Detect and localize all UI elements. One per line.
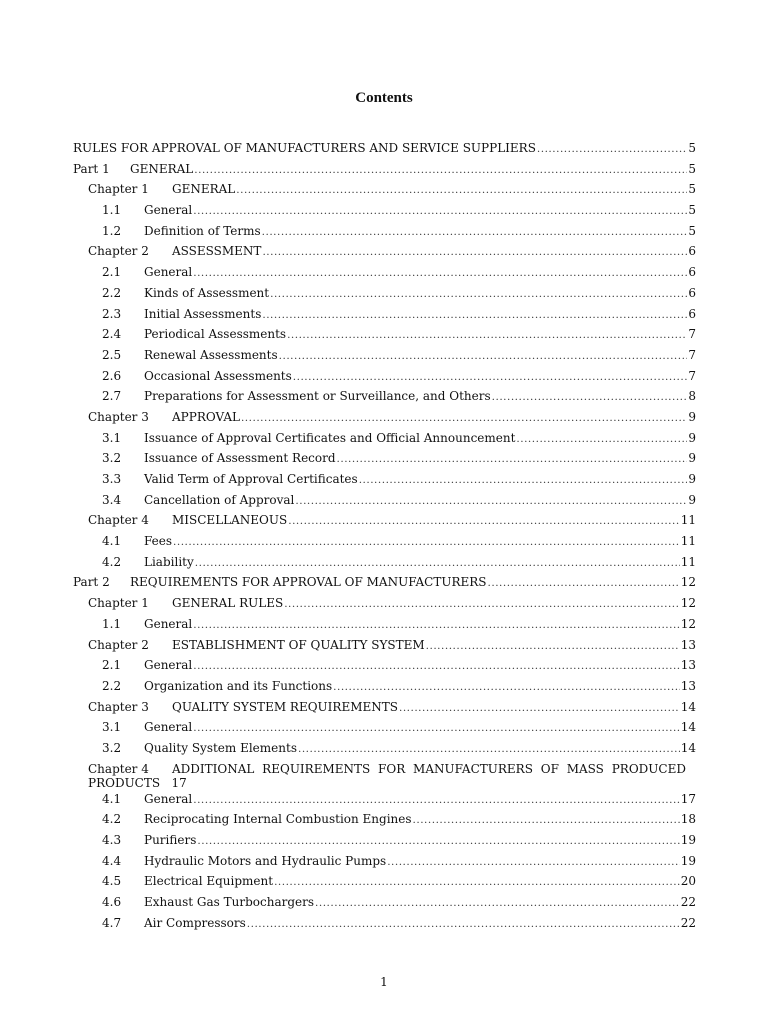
toc-entry-page: 5 [688, 223, 696, 238]
toc-entry-page: 6 [688, 285, 696, 300]
toc-entry-number: 2.1 [102, 658, 122, 673]
toc-entry-page: 22 [680, 895, 696, 910]
toc-entry-number: Part 1 [73, 161, 110, 176]
toc-entry-title: Air Compressors [144, 915, 246, 930]
toc-entry-number: 2.7 [102, 389, 122, 404]
toc-entry-number: 4.7 [102, 915, 122, 930]
toc-entry-number: 2.6 [102, 368, 122, 383]
toc-entry-page: 6 [688, 244, 696, 259]
dot-leader [193, 720, 679, 734]
toc-entry-page: 6 [688, 265, 696, 280]
toc-entry-number: 1.1 [102, 616, 122, 631]
toc-entry[interactable] [73, 534, 696, 555]
toc-entry-number: 3.1 [102, 720, 122, 735]
toc-entry-page: 5 [688, 161, 696, 176]
dot-leader [262, 307, 687, 321]
toc-entry-page: 13 [680, 658, 696, 673]
toc-entry-title: Quality System Elements [144, 740, 297, 755]
toc-entry-title: Hydraulic Motors and Hydraulic Pumps [144, 853, 387, 868]
dot-leader [293, 369, 688, 383]
dot-leader [399, 700, 680, 714]
dot-leader [288, 513, 679, 527]
toc-entry-title: Purifiers [144, 833, 197, 847]
toc-entry-page: 12 [680, 596, 696, 611]
toc-entry-number: 4.3 [102, 833, 122, 847]
toc-entry[interactable] [73, 493, 696, 514]
dot-leader [333, 679, 680, 693]
toc-entry-title: GENERAL RULES [172, 596, 284, 611]
dot-leader [194, 162, 687, 176]
toc-entry-number: 1.2 [102, 223, 122, 238]
dot-leader [426, 638, 680, 652]
toc-entry[interactable] [73, 451, 696, 472]
toc-entry-page: 5 [688, 141, 696, 155]
toc-entry-number: Chapter 3 [88, 409, 149, 424]
toc-entry-line [88, 776, 696, 790]
toc-entry-title: QUALITY SYSTEM REQUIREMENTS [172, 699, 398, 714]
toc-entry[interactable] [73, 431, 696, 452]
toc-entry-number: 3.2 [102, 451, 122, 466]
dot-leader [173, 534, 680, 548]
toc-entry[interactable] [73, 472, 696, 493]
toc-entry-page: 9 [688, 409, 696, 424]
dot-leader [337, 451, 688, 465]
toc-entry-page: 11 [680, 534, 696, 549]
toc-entry-title: MISCELLANEOUS [172, 513, 288, 528]
toc-entry-page: 13 [680, 637, 696, 652]
dot-leader [279, 348, 688, 362]
toc-entry-number: Chapter 2 [88, 244, 149, 259]
toc-entry[interactable] [73, 286, 696, 307]
toc-entry-title: RULES FOR APPROVAL OF MANUFACTURERS AND SERVICE SUPPLIERS [73, 141, 536, 155]
toc-entry[interactable] [73, 265, 696, 286]
toc-entry[interactable] [73, 895, 696, 916]
toc-entry[interactable] [73, 679, 696, 700]
toc-entry-title: General [144, 658, 193, 673]
toc-entry[interactable] [73, 658, 696, 679]
toc-entry-number: Chapter 4 [88, 513, 149, 528]
toc-entry-page: 22 [680, 915, 696, 930]
toc-entry-page: 12 [680, 616, 696, 631]
toc-entry-number: 2.2 [102, 678, 122, 693]
toc-entry-page: 8 [688, 389, 696, 404]
toc-entry-title: ESTABLISHMENT OF QUALITY SYSTEM [172, 637, 425, 652]
dot-leader [274, 874, 680, 888]
toc-entry[interactable] [73, 327, 696, 348]
toc-entry-number: 2.5 [102, 347, 122, 362]
toc-entry-title: APPROVAL [172, 409, 240, 424]
toc-entry-page: 17 [171, 775, 187, 790]
toc-entry-title: Issuance of Approval Certificates and Official Announcement [144, 430, 516, 445]
toc-entry-page: 9 [688, 430, 696, 445]
dot-leader [193, 617, 679, 631]
toc-entry-title: Organization and its Functions [144, 678, 333, 693]
toc-entry[interactable] [73, 916, 696, 937]
toc-entry-title: Renewal Assessments [144, 347, 278, 362]
toc-entry[interactable] [73, 700, 696, 721]
dot-leader [315, 895, 680, 909]
toc-entry-title: ASSESSMENT [172, 244, 262, 259]
toc-entry-title: Exhaust Gas Turbochargers [144, 895, 315, 910]
toc-entry-page: 7 [688, 368, 696, 383]
toc-entry-number: 4.2 [102, 812, 122, 827]
toc-entry-number: Chapter 2 [88, 637, 149, 652]
toc-entry-page: 6 [688, 306, 696, 321]
toc-entry-page: 5 [688, 203, 696, 218]
toc-entry[interactable] [73, 162, 696, 183]
dot-leader [359, 472, 688, 486]
dot-leader [537, 141, 687, 155]
toc-entry-page: 5 [688, 182, 696, 197]
toc-entry-page: 11 [680, 513, 696, 528]
toc-entry-number: Chapter 3 [88, 699, 149, 714]
toc-entry-title: Occasional Assessments [144, 368, 292, 383]
toc-entry[interactable] [73, 203, 696, 224]
toc-entry-number: 2.4 [102, 327, 122, 342]
toc-entry[interactable] [73, 513, 696, 534]
toc-entry[interactable] [73, 410, 696, 431]
toc-entry-number: 3.2 [102, 740, 122, 755]
toc-entry[interactable] [73, 244, 696, 265]
toc-entry[interactable] [73, 617, 696, 638]
toc-entry-page: 14 [680, 740, 696, 755]
toc-entry-title: Reciprocating Internal Combustion Engines [144, 812, 412, 827]
toc-entry-title: GENERAL [130, 161, 194, 176]
toc-entry[interactable] [73, 389, 696, 410]
dot-leader [236, 182, 687, 196]
toc-entry-number: 4.2 [102, 554, 122, 569]
toc-entry-page: 7 [688, 327, 696, 342]
dot-leader [295, 493, 687, 507]
toc-entry-title-continued: PRODUCTS [88, 775, 161, 790]
dot-leader [241, 410, 687, 424]
toc-entry-page: 9 [688, 451, 696, 466]
toc-entry-page: 14 [680, 720, 696, 735]
toc-entry-number: Part 2 [73, 575, 110, 590]
toc-entry-title: General [144, 265, 193, 280]
toc-entry-number: Chapter 1 [88, 596, 149, 611]
dot-leader [195, 555, 680, 569]
toc-entry-number: 2.3 [102, 306, 122, 321]
dot-leader [193, 203, 687, 217]
dot-leader [262, 244, 687, 258]
toc-entry-title: Kinds of Assessment [144, 285, 270, 300]
dot-leader [284, 596, 680, 610]
toc-entry[interactable] [73, 833, 696, 854]
toc-entry-page: 11 [680, 554, 696, 569]
toc-entry[interactable] [73, 307, 696, 328]
toc-entry-page: 17 [680, 791, 696, 806]
toc-entry-page: 13 [680, 678, 696, 693]
toc-entry-title: REQUIREMENTS FOR APPROVAL OF MANUFACTURERS [130, 575, 487, 590]
dot-leader [287, 327, 687, 341]
dot-leader [262, 224, 688, 238]
toc-entry[interactable] [73, 596, 696, 617]
toc-entry[interactable] [73, 182, 696, 203]
toc-entry-title: Liability [144, 554, 194, 569]
toc-entry[interactable] [73, 812, 696, 833]
toc-entry-title: General [144, 720, 193, 735]
toc-entry-number: 3.1 [102, 430, 122, 445]
toc-entry-number: 3.3 [102, 472, 122, 486]
toc-entry-number: Chapter 4 [88, 761, 149, 776]
toc-entry-page: 20 [680, 874, 696, 889]
toc-entry[interactable] [73, 575, 696, 596]
toc-entry-title: General [144, 791, 193, 806]
toc-entry-title: Definition of Terms [144, 223, 261, 238]
dot-leader [298, 741, 680, 755]
toc-entry-title: Electrical Equipment [144, 874, 274, 889]
toc-entry[interactable] [73, 369, 696, 390]
toc-entry-number: 4.6 [102, 895, 122, 910]
toc-entry-line [88, 762, 696, 776]
toc-entry-page: 14 [680, 699, 696, 714]
toc-entry[interactable] [73, 720, 696, 741]
toc-entry-page: 19 [680, 833, 696, 847]
toc-entry-number: 2.2 [102, 285, 122, 300]
toc-entry-number: 1.1 [102, 203, 122, 218]
toc-entry-number: Chapter 1 [88, 182, 149, 197]
toc-entry-page: 9 [688, 492, 696, 507]
toc-entry[interactable] [73, 741, 696, 762]
toc-entry[interactable] [73, 762, 696, 792]
toc-entry-title: Fees [144, 534, 173, 549]
dot-leader [270, 286, 687, 300]
toc-entry[interactable] [73, 792, 696, 813]
toc-entry[interactable] [73, 854, 696, 875]
toc-entry-page: 9 [688, 472, 696, 486]
toc-entry-page: 18 [680, 812, 696, 827]
page-number: 1 [380, 975, 388, 989]
dot-leader [413, 812, 680, 826]
toc-entry-title: Preparations for Assessment or Surveillance, and Others [144, 389, 491, 404]
toc-entry-page: 7 [688, 347, 696, 362]
toc-entry-number: 4.4 [102, 853, 122, 868]
toc-entry-number: 3.4 [102, 492, 122, 507]
dot-leader [492, 389, 688, 403]
toc-entry[interactable] [73, 348, 696, 369]
toc-entry-number: 2.1 [102, 265, 122, 280]
dot-leader [193, 658, 679, 672]
toc-entry-number: 4.1 [102, 534, 122, 549]
toc-entry-title: General [144, 616, 193, 631]
toc-entry[interactable] [73, 638, 696, 659]
toc-entry[interactable] [73, 224, 696, 245]
dot-leader [516, 431, 687, 445]
toc-entry[interactable] [73, 874, 696, 895]
toc-entry-page: 12 [680, 575, 696, 590]
page-title: Contents [355, 90, 413, 106]
toc-entry-page: 19 [680, 853, 696, 868]
toc-entry-title: Valid Term of Approval Certificates [144, 472, 358, 486]
toc-entry-title: General [144, 203, 193, 218]
table-of-contents [73, 141, 696, 936]
dot-leader [193, 792, 679, 806]
toc-entry-number: 4.1 [102, 791, 122, 806]
toc-entry-title: Issuance of Assessment Record [144, 451, 336, 466]
toc-entry[interactable] [73, 141, 696, 162]
dot-leader [247, 916, 680, 930]
dot-leader [387, 854, 680, 868]
toc-entry-title: Initial Assessments [144, 306, 262, 321]
dot-leader [197, 833, 679, 847]
dot-leader [488, 575, 680, 589]
toc-entry-title: ADDITIONAL REQUIREMENTS FOR MANUFACTURERS OF MASS PRODUCED [172, 761, 686, 776]
toc-entry-title: GENERAL [172, 182, 236, 197]
dot-leader [193, 265, 687, 279]
toc-entry-title: Cancellation of Approval [144, 492, 295, 507]
toc-entry-title: Periodical Assessments [144, 327, 287, 342]
toc-entry-number: 4.5 [102, 874, 122, 889]
toc-entry[interactable] [73, 555, 696, 576]
